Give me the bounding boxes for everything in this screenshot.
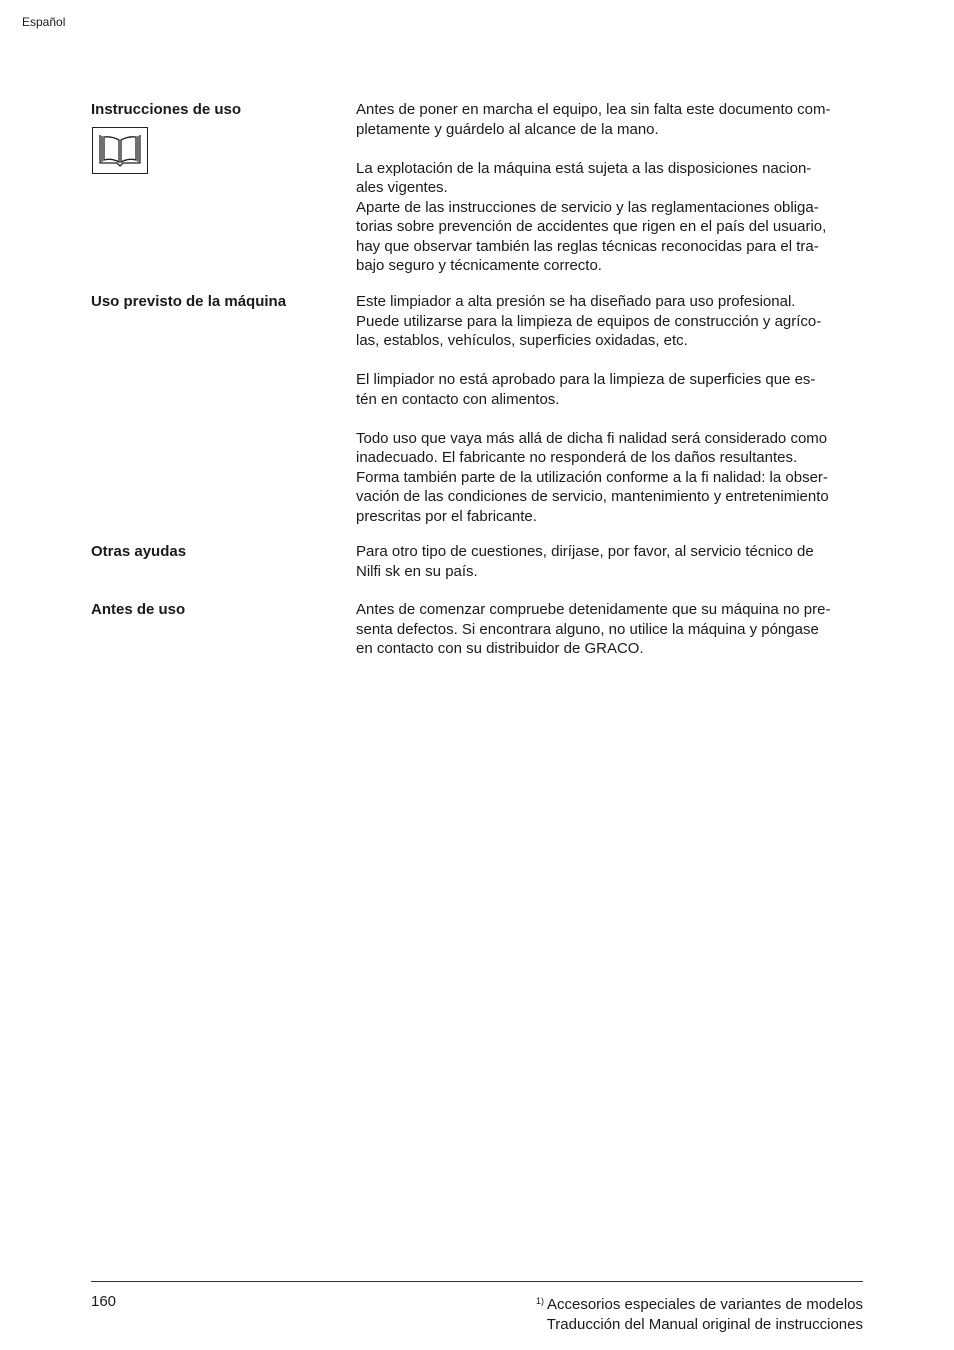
- body-line: Puede utilizarse para la limpieza de equipos de construcción y agríco-: [356, 312, 822, 330]
- body-line: Nilfi sk en su país.: [356, 562, 478, 580]
- body-line: Aparte de las instrucciones de servicio y las reglamentaciones obliga-: [356, 198, 819, 216]
- section-body: [356, 292, 866, 526]
- page-number: 160: [91, 1293, 117, 1310]
- body-line: Todo uso que vaya más allá de dicha fi nalidad será considerado como: [356, 429, 828, 447]
- body-line: senta defectos. Si encontrara alguno, no utilice la máquina y póngase: [356, 620, 819, 638]
- body-line: vación de las condiciones de servicio, mantenimiento y entretenimiento: [356, 488, 829, 505]
- body-line: La explotación de la máquina está sujeta a las disposiciones nacion-: [356, 159, 812, 177]
- body-line: Antes de poner en marcha el equipo, lea sin falta este documento com-: [356, 101, 831, 118]
- body-line: Este limpiador a alta presión se ha diseñado para uso profesional.: [356, 293, 796, 310]
- body-line: hay que observar también las reglas técnicas reconocidas para el tra-: [356, 237, 819, 255]
- body-line: pletamente y guárdelo al alcance de la mano.: [356, 120, 659, 138]
- body-line: en contacto con su distribuidor de GRACO.: [356, 640, 644, 657]
- footer-notes: [536, 1292, 863, 1334]
- section-heading: Uso previsto de la máquina: [91, 293, 287, 310]
- language-label: Español: [22, 15, 66, 29]
- body-line: Forma también parte de la utilización conforme a la fi nalidad: la obser-: [356, 468, 828, 486]
- body-line: El limpiador no está aprobado para la limpieza de superficies que es-: [356, 371, 816, 388]
- section-heading: Instrucciones de uso: [91, 101, 242, 118]
- paragraph-gap: [356, 409, 866, 429]
- body-line: las, establos, vehículos, superficies oxidadas, etc.: [356, 332, 688, 349]
- body-line: Antes de comenzar compruebe detenidamente que su máquina no pre-: [356, 601, 831, 618]
- footer-note-line: Traducción del Manual original de instrucciones: [546, 1315, 863, 1333]
- body-line: bajo seguro y técnicamente correcto.: [356, 257, 602, 274]
- body-line: prescritas por el fabricante.: [356, 507, 537, 525]
- section-heading: Otras ayudas: [91, 543, 187, 560]
- section-body: [356, 542, 866, 581]
- body-line: torias sobre prevención de accidentes que rigen en el país del usuario,: [356, 218, 827, 235]
- section-body: [356, 100, 866, 276]
- read-manual-icon: [92, 127, 148, 174]
- paragraph-gap: [356, 351, 866, 371]
- body-line: tén en contacto con alimentos.: [356, 390, 560, 408]
- footer-note-line: [536, 1292, 863, 1315]
- section-heading: Antes de uso: [91, 601, 186, 618]
- body-line: ales vigentes.: [356, 179, 448, 196]
- footnote-marker: 1): [535, 1296, 544, 1306]
- footer-divider: [91, 1281, 863, 1282]
- body-line: inadecuado. El fabricante no responderá de los daños resultantes.: [356, 449, 798, 466]
- footer-note-text: Accesorios especiales de variantes de modelos: [546, 1296, 863, 1313]
- body-line: Para otro tipo de cuestiones, diríjase, por favor, al servicio técnico de: [356, 543, 814, 560]
- paragraph-gap: [356, 139, 866, 159]
- section-body: [356, 600, 866, 659]
